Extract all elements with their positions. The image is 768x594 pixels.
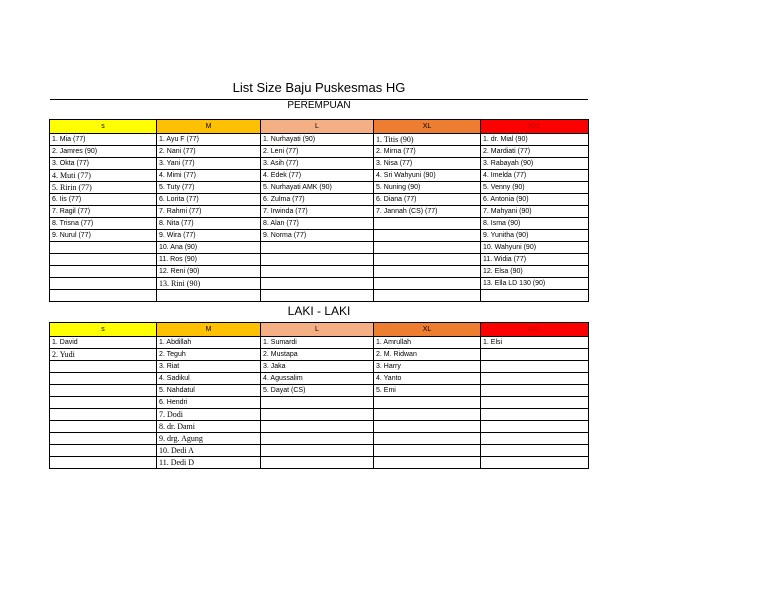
- cell-l: [261, 409, 374, 421]
- cell-xl: [374, 218, 481, 230]
- cell-xl: 4. Yanto: [374, 373, 481, 385]
- cell-m: 7. Rahmi (77): [157, 206, 261, 218]
- header-size-m: M: [157, 323, 261, 337]
- cell-l: 2. Leni (77): [261, 146, 374, 158]
- cell-m: 1. Ayu F (77): [157, 134, 261, 146]
- cell-l: 7. Irwinda (77): [261, 206, 374, 218]
- cell-m: 9. Wira (77): [157, 230, 261, 242]
- cell-xxl: 8. Isma (90): [481, 218, 589, 230]
- cell-m: 10. Ana (90): [157, 242, 261, 254]
- cell-xxl: 10. Wahyuni (90): [481, 242, 589, 254]
- cell-m: 12. Reni (90): [157, 266, 261, 278]
- cell-m: 5. Tuty (77): [157, 182, 261, 194]
- cell-s: [50, 278, 157, 290]
- cell-s: 3. Okta (77): [50, 158, 157, 170]
- cell-xl: 4. Sri Wahyuni (90): [374, 170, 481, 182]
- cell-m: 2. Nani (77): [157, 146, 261, 158]
- cell-l: [261, 266, 374, 278]
- cell-s: [50, 373, 157, 385]
- cell-xxl: [481, 457, 589, 469]
- table-perempuan: [49, 119, 589, 302]
- cell-l: 2. Mustapa: [261, 349, 374, 361]
- cell-xxl: [481, 397, 589, 409]
- cell-m: 10. Dedi A: [157, 445, 261, 457]
- cell-xxl: 6. Antonia (90): [481, 194, 589, 206]
- document-title: List Size Baju Puskesmas HG: [232, 80, 406, 95]
- cell-xl: 1. Titis (90): [374, 134, 481, 146]
- cell-l: 1. Nurhayati (90): [261, 134, 374, 146]
- cell-xxl: [481, 421, 589, 433]
- table-row: [50, 397, 589, 409]
- table-row: [50, 182, 589, 194]
- cell-m: 9. drg. Agung: [157, 433, 261, 445]
- cell-xxl: 12. Elsa (90): [481, 266, 589, 278]
- table-row: [50, 361, 589, 373]
- cell-m: 6. Lorita (77): [157, 194, 261, 206]
- cell-xxl: 13. Ella LD 130 (90): [481, 278, 589, 290]
- header-size-s: s: [50, 323, 157, 337]
- cell-l: [261, 457, 374, 469]
- table-row: [50, 409, 589, 421]
- cell-s: [50, 421, 157, 433]
- cell-l: 4. Agussalim: [261, 373, 374, 385]
- cell-xl: 3. Nisa (77): [374, 158, 481, 170]
- cell-m: 8. dr. Dami: [157, 421, 261, 433]
- cell-m: 3. Riat: [157, 361, 261, 373]
- cell-m: 4. Mimi (77): [157, 170, 261, 182]
- cell-xl: [374, 397, 481, 409]
- cell-m: 5. Nahdatul: [157, 385, 261, 397]
- cell-l: 8. Alan (77): [261, 218, 374, 230]
- cell-s: 2. Yudi: [50, 349, 157, 361]
- cell-l: [261, 397, 374, 409]
- cell-m: 13. Rini (90): [157, 278, 261, 290]
- cell-xxl: 9. Yunitha (90): [481, 230, 589, 242]
- cell-l: [261, 254, 374, 266]
- table-row: [50, 421, 589, 433]
- cell-xxl: [481, 409, 589, 421]
- cell-xl: [374, 409, 481, 421]
- cell-xl: [374, 421, 481, 433]
- cell-m: 7. Dodi: [157, 409, 261, 421]
- table-row: [50, 206, 589, 218]
- section-heading-perempuan: PEREMPUAN: [287, 100, 351, 111]
- cell-s: [50, 397, 157, 409]
- table-row: [50, 266, 589, 278]
- cell-xl: 3. Harry: [374, 361, 481, 373]
- header-size-l: L: [261, 323, 374, 337]
- header-size-xl: XL: [374, 323, 481, 337]
- cell-m: 6. Hendri: [157, 397, 261, 409]
- cell-s: 8. Trisna (77): [50, 218, 157, 230]
- cell-xxl: [481, 385, 589, 397]
- header-row: [50, 323, 589, 337]
- cell-xl: [374, 242, 481, 254]
- table-row: [50, 242, 589, 254]
- table-laki-laki: [49, 322, 589, 469]
- cell-xl: 5. Nuning (90): [374, 182, 481, 194]
- cell-m: 11. Ros (90): [157, 254, 261, 266]
- cell-l: [261, 278, 374, 290]
- cell-s: [50, 409, 157, 421]
- cell-l: 6. Zulma (77): [261, 194, 374, 206]
- table-row: [50, 457, 589, 469]
- table-row: [50, 337, 589, 349]
- table-row: [50, 218, 589, 230]
- cell-xl: 7. Jannah (CS) (77): [374, 206, 481, 218]
- cell-xxl: 1. Elsi: [481, 337, 589, 349]
- cell-s: 2. Jamres (90): [50, 146, 157, 158]
- table-row: [50, 433, 589, 445]
- table-row: [50, 194, 589, 206]
- cell-xl: [374, 290, 481, 302]
- cell-m: 3. Yani (77): [157, 158, 261, 170]
- cell-m: 8. Nita (77): [157, 218, 261, 230]
- header-size-xxl: XXL: [481, 120, 589, 134]
- cell-xxl: 1. dr. Mial (90): [481, 134, 589, 146]
- table-row: [50, 158, 589, 170]
- cell-xxl: [481, 433, 589, 445]
- cell-s: 6. Iis (77): [50, 194, 157, 206]
- cell-l: 1. Sumardi: [261, 337, 374, 349]
- section-heading-laki: LAKI - LAKI: [287, 304, 351, 318]
- cell-xl: 2. Mirna (77): [374, 146, 481, 158]
- cell-xxl: [481, 349, 589, 361]
- header-size-xxl: XXL: [481, 323, 589, 337]
- cell-s: [50, 445, 157, 457]
- table-row: [50, 134, 589, 146]
- cell-l: [261, 290, 374, 302]
- cell-xl: 5. Emi: [374, 385, 481, 397]
- cell-s: [50, 361, 157, 373]
- header-size-xl: XL: [374, 120, 481, 134]
- cell-m: [157, 290, 261, 302]
- cell-m: 11. Dedi D: [157, 457, 261, 469]
- cell-s: 7. Ragil (77): [50, 206, 157, 218]
- cell-l: [261, 421, 374, 433]
- cell-s: 9. Nurul (77): [50, 230, 157, 242]
- table-row: [50, 254, 589, 266]
- cell-xxl: [481, 373, 589, 385]
- cell-l: 9. Norma (77): [261, 230, 374, 242]
- cell-xxl: 2. Mardiati (77): [481, 146, 589, 158]
- cell-xxl: 5. Venny (90): [481, 182, 589, 194]
- cell-xxl: 7. Mahyani (90): [481, 206, 589, 218]
- cell-xl: [374, 230, 481, 242]
- cell-l: 5. Nurhayati AMK (90): [261, 182, 374, 194]
- table-row: [50, 230, 589, 242]
- cell-xl: [374, 266, 481, 278]
- table-row: [50, 349, 589, 361]
- table-row: [50, 445, 589, 457]
- cell-xxl: 3. Rabayah (90): [481, 158, 589, 170]
- cell-s: [50, 457, 157, 469]
- cell-xl: 6. Diana (77): [374, 194, 481, 206]
- cell-xl: 1. Amrullah: [374, 337, 481, 349]
- cell-xxl: 4. Imelda (77): [481, 170, 589, 182]
- cell-l: [261, 445, 374, 457]
- cell-l: 4. Edek (77): [261, 170, 374, 182]
- cell-m: 4. Sadikul: [157, 373, 261, 385]
- cell-s: 1. Mia (77): [50, 134, 157, 146]
- cell-l: 3. Asih (77): [261, 158, 374, 170]
- cell-m: 2. Teguh: [157, 349, 261, 361]
- cell-s: [50, 433, 157, 445]
- cell-s: [50, 385, 157, 397]
- cell-l: 5. Dayat (CS): [261, 385, 374, 397]
- cell-xxl: [481, 361, 589, 373]
- cell-xl: [374, 254, 481, 266]
- cell-s: 1. David: [50, 337, 157, 349]
- cell-xl: [374, 433, 481, 445]
- cell-xxl: 11. Widia (77): [481, 254, 589, 266]
- cell-s: [50, 254, 157, 266]
- cell-l: [261, 242, 374, 254]
- cell-xxl: [481, 445, 589, 457]
- table-row: [50, 170, 589, 182]
- cell-s: [50, 266, 157, 278]
- table-row: [50, 385, 589, 397]
- cell-xl: [374, 278, 481, 290]
- cell-xxl: [481, 290, 589, 302]
- table-row: [50, 373, 589, 385]
- cell-s: [50, 290, 157, 302]
- cell-m: 1. Abdillah: [157, 337, 261, 349]
- table-row: [50, 146, 589, 158]
- cell-l: [261, 433, 374, 445]
- cell-s: [50, 242, 157, 254]
- header-size-l: L: [261, 120, 374, 134]
- cell-s: 5. Ririn (77): [50, 182, 157, 194]
- cell-xl: [374, 457, 481, 469]
- cell-xl: [374, 445, 481, 457]
- header-size-m: M: [157, 120, 261, 134]
- table-row: [50, 278, 589, 290]
- cell-xl: 2. M. Ridwan: [374, 349, 481, 361]
- header-row: [50, 120, 589, 134]
- header-size-s: s: [50, 120, 157, 134]
- cell-s: 4. Muti (77): [50, 170, 157, 182]
- cell-l: 3. Jaka: [261, 361, 374, 373]
- table-row: [50, 290, 589, 302]
